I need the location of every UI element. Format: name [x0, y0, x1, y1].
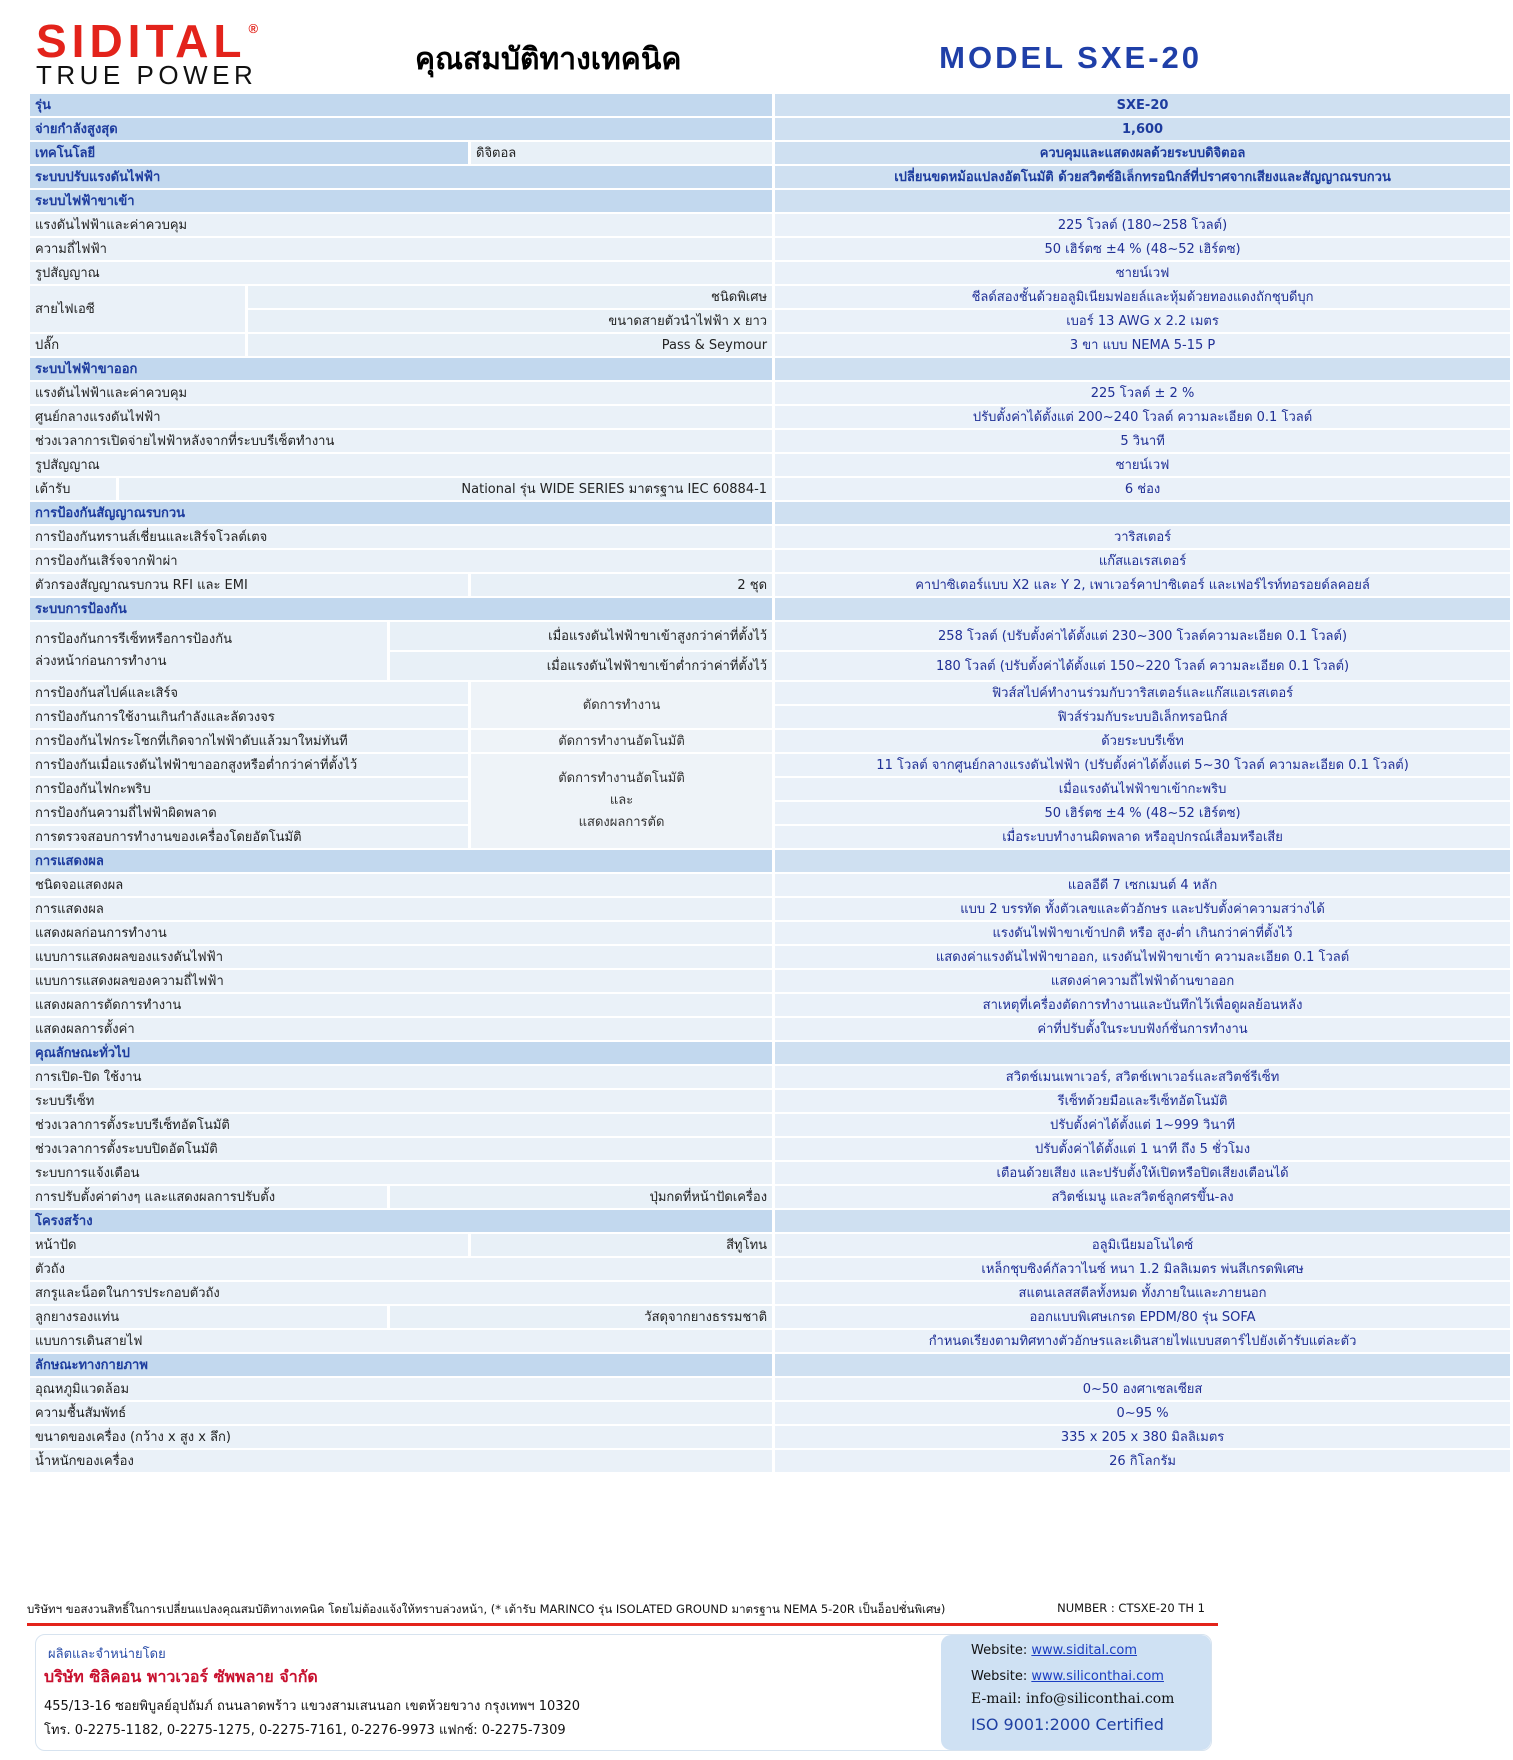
lightning-label: การป้องกันเสิร์จจากฟ้าผ่า: [30, 550, 772, 572]
section-input: [30, 190, 1510, 212]
spec-row-reset-system: [30, 1090, 1510, 1112]
footer: [35, 1634, 1212, 1751]
voltage-display-label: แบบการแสดงผลของแรงดันไฟฟ้า: [30, 946, 772, 968]
auto-cutoff-display-line1: ตัดการทำงานอัตโนมัติ: [558, 771, 685, 786]
document-title: คุณสมบัติทางเทคนิค: [415, 42, 682, 77]
spec-row-alarm: [30, 1162, 1510, 1184]
model-title: MODEL SXE-20: [939, 40, 1202, 75]
screw-label: สกรูและน็อตในการประกอบตัวถัง: [30, 1282, 772, 1304]
onoff-label: การเปิด-ปิด ใช้งาน: [30, 1066, 772, 1088]
spec-row-plug: [30, 334, 1510, 356]
output-delay-label: ช่วงเวลาการเปิดจ่ายไฟฟ้าหลังจากที่ระบบรีเซ็ตทำงาน: [30, 430, 772, 452]
plug-sub: Pass & Seymour: [248, 334, 772, 356]
onoff-value: สวิตช์เมนเพาเวอร์, สวิตช์เพาเวอร์และสวิตช์รีเซ็ท: [775, 1066, 1510, 1088]
reset-low-condition: เมื่อแรงดันไฟฟ้าขาเข้าต่ำกว่าค่าที่ตั้งไว้: [390, 652, 772, 680]
rfi-label: ตัวกรองสัญญาณรบกวน RFI และ EMI: [30, 574, 468, 596]
feet-sub: วัสดุจากยางธรรมชาติ: [390, 1306, 772, 1328]
distributor-label: ผลิตและจำหน่ายโดย: [48, 1647, 166, 1662]
humidity-label: ความชื้นสัมพัทธ์: [30, 1402, 772, 1424]
feet-value: ออกแบบพิเศษเกรด EPDM/80 รุ่น SOFA: [775, 1306, 1510, 1328]
auto-cutoff-display-line3: แสดงผลการตัด: [578, 815, 665, 830]
spec-row-size: [30, 1426, 1510, 1448]
email-line[interactable]: E-mail: info@siliconthai.com: [971, 1691, 1175, 1707]
body-label: ตัวถัง: [30, 1258, 772, 1280]
spec-row-input-voltage: [30, 214, 1510, 236]
input-section-title: ระบบไฟฟ้าขาเข้า: [30, 190, 772, 212]
document-number: NUMBER : CTSXE-20 TH 1: [1057, 1601, 1205, 1615]
adjust-sub: ปุ่มกดที่หน้าปัดเครื่อง: [390, 1186, 772, 1208]
company-phones: โทร. 0-2275-1182, 0-2275-1275, 0-2275-7161, 0-2276-9973 แฟกซ์: 0-2275-7309: [44, 1723, 566, 1738]
alarm-label: ระบบการแจ้งเตือน: [30, 1162, 772, 1184]
inrush-value: ด้วยระบบรีเซ็ท: [775, 730, 1510, 752]
transient-value: วาริสเตอร์: [775, 526, 1510, 548]
body-value: เหล็กชุบซิงค์กัลวาไนซ์ หนา 1.2 มิลลิเมตร พ่นสีเกรดพิเศษ: [775, 1258, 1510, 1280]
footnote-text: บริษัทฯ ขอสงวนสิทธิ์ในการเปลี่ยนแปลงคุณสมบัติทางเทคนิค โดยไม่ต้องแจ้งให้ทราบล่วงหน้า, (* เต้ารับ MARINCO รุ่น ISOLATED GROUND มาตรฐาน NEMA 5-20R เป็นอ็อปชั่นพิเศษ): [27, 1602, 946, 1616]
freq-fault-label: การป้องกันความถี่ไฟฟ้าผิดพลาด: [30, 802, 468, 824]
alarm-value: เตือนด้วยเสียง และปรับตั้งให้เปิดหรือปิดเสียงเตือนได้: [775, 1162, 1510, 1184]
spec-row-model: [30, 94, 1510, 116]
output-voltage-value: 225 โวลต์ ± 2 %: [775, 382, 1510, 404]
reset-system-label: ระบบรีเซ็ท: [30, 1090, 772, 1112]
brand-logo: [36, 15, 259, 90]
input-voltage-label: แรงดันไฟฟ้าและค่าควบคุม: [30, 214, 772, 236]
technology-label: เทคโนโลยี: [30, 142, 468, 164]
spec-row-humidity: [30, 1402, 1510, 1424]
size-label: ขนาดของเครื่อง (กว้าง x สูง x ลึก): [30, 1426, 772, 1448]
transient-label: การป้องกันทรานส์เชี่ยนและเสิร์จโวลต์เตจ: [30, 526, 772, 548]
regulation-value: เปลี่ยนขดหม้อแปลงอัตโนมัติ ด้วยสวิตซ์อิเล็กทรอนิกส์ที่ปราศจากเสียงและสัญญาณรบกวน: [775, 166, 1510, 188]
output-wave-value: ซายน์เวฟ: [775, 454, 1510, 476]
registered-mark: ®: [248, 21, 259, 36]
spec-row-temp: [30, 1378, 1510, 1400]
spec-row-reset-high: [30, 622, 1510, 650]
reset-high-condition: เมื่อแรงดันไฟฟ้าขาเข้าสูงกว่าค่าที่ตั้งไว้: [390, 622, 772, 650]
freq-display-value: แสดงค่าความถี่ไฟฟ้าด้านขาออก: [775, 970, 1510, 992]
out-range-value: 11 โวลต์ จากศูนย์กลางแรงดันไฟฟ้า (ปรับตั้งค่าได้ตั้งแต่ 5~30 โวลต์ ความละเอียด 0.1 โวลต์): [775, 754, 1510, 776]
ac-cable-label: สายไฟเอซี: [30, 286, 245, 332]
auto-off-time-label: ช่วงเวลาการตั้งระบบปิดอัตโนมัติ: [30, 1138, 772, 1160]
temp-value: 0~50 องศาเซลเซียส: [775, 1378, 1510, 1400]
display-type-label: ชนิดจอแสดงผล: [30, 874, 772, 896]
setting-display-value: ค่าที่ปรับตั้งในระบบฟังก์ชั่นการทำงาน: [775, 1018, 1510, 1040]
company-name: บริษัท ซิลิคอน พาวเวอร์ ซัพพลาย จำกัด: [44, 1667, 318, 1686]
spec-row-pre-display: [30, 922, 1510, 944]
spec-row-display-type: [30, 874, 1510, 896]
receptacle-value: 6 ช่อง: [775, 478, 1510, 500]
section-structure: [30, 1210, 1510, 1232]
ac-cable-type-label: ชนิดพิเศษ: [248, 286, 772, 308]
display-section-title: การแสดงผล: [30, 850, 772, 872]
spec-row-feet: [30, 1306, 1510, 1328]
weight-label: น้ำหนักของเครื่อง: [30, 1450, 772, 1472]
spec-row-spike: [30, 682, 1510, 704]
humidity-value: 0~95 %: [775, 1402, 1510, 1424]
cut-display-label: แสดงผลการตัดการทำงาน: [30, 994, 772, 1016]
brand-tagline: TRUE POWER: [36, 60, 258, 90]
spike-label: การป้องกันสไปค์และเสิร์จ: [30, 682, 468, 704]
reset-label-line1: การป้องกันการรีเซ็ทหรือการป้องกัน: [35, 632, 232, 647]
receptacle-sub: National รุ่น WIDE SERIES มาตรฐาน IEC 60884-1: [119, 478, 772, 500]
spec-row-receptacle: [30, 478, 1510, 500]
rfi-value: คาปาซิเตอร์แบบ X2 และ Y 2, เพาเวอร์คาปาซิเตอร์ และเฟอร์ไรท์ทอรอยด์ลคอยล์: [775, 574, 1510, 596]
input-freq-label: ความถี่ไฟฟ้า: [30, 238, 772, 260]
contact-box: [941, 1635, 1211, 1750]
cutoff-label: ตัดการทำงาน: [471, 682, 772, 728]
spec-row-panel: [30, 1234, 1510, 1256]
spec-row-ac-cable-size: [30, 310, 1510, 332]
power-value: 1,600: [775, 118, 1510, 140]
overload-value: ฟิวส์ร่วมกับระบบอิเล็กทรอนิกส์: [775, 706, 1510, 728]
spec-row-output-voltage: [30, 382, 1510, 404]
rfi-sub: 2 ชุด: [471, 574, 772, 596]
section-protection: [30, 598, 1510, 620]
technology-value: ควบคุมและแสดงผลด้วยระบบดิจิตอล: [775, 142, 1510, 164]
website-link-sidital[interactable]: www.sidital.com: [1031, 1643, 1138, 1658]
auto-off-time-value: ปรับตั้งค่าได้ตั้งแต่ 1 นาที ถึง 5 ชั่วโมง: [775, 1138, 1510, 1160]
section-physical: [30, 1354, 1510, 1376]
receptacle-label: เต้ารับ: [30, 478, 116, 500]
ac-cable-type-value: ชีลด์สองชั้นด้วยอลูมิเนียมฟอยล์และหุ้มด้วยทองแดงถักชุบดีบุก: [775, 286, 1510, 308]
ac-cable-size-label: ขนาดสายตัวนำไฟฟ้า x ยาว: [248, 310, 772, 332]
structure-section-title: โครงสร้าง: [30, 1210, 772, 1232]
spec-row-wiring: [30, 1330, 1510, 1352]
spec-row-ac-cable-type: [30, 286, 1510, 308]
spec-row-onoff: [30, 1066, 1510, 1088]
website-link-siliconthai[interactable]: www.siliconthai.com: [1031, 1669, 1164, 1684]
general-section-title: คุณลักษณะทั่วไป: [30, 1042, 772, 1064]
technology-sub: ดิจิตอล: [471, 142, 772, 164]
panel-label: หน้าปัด: [30, 1234, 468, 1256]
section-general: [30, 1042, 1510, 1064]
spec-row-display-mode: [30, 898, 1510, 920]
power-label: จ่ายกำลังสูงสุด: [30, 118, 772, 140]
spec-row-rfi: [30, 574, 1510, 596]
spec-row-output-center: [30, 406, 1510, 428]
reset-high-value: 258 โวลต์ (ปรับตั้งค่าได้ตั้งแต่ 230~300 โวลต์ความละเอียด 0.1 โวลต์): [775, 622, 1510, 650]
website-label-2: Website:: [971, 1669, 1032, 1684]
input-freq-value: 50 เฮิร์ตซ ±4 % (48~52 เฮิร์ตซ): [775, 238, 1510, 260]
spec-row-power: [30, 118, 1510, 140]
plug-value: 3 ขา แบบ NEMA 5-15 P: [775, 334, 1510, 356]
divider-line: [27, 1623, 1218, 1626]
input-voltage-value: 225 โวลต์ (180~258 โวลต์): [775, 214, 1510, 236]
reset-system-value: รีเซ็ทด้วยมือและรีเซ็ทอัตโนมัติ: [775, 1090, 1510, 1112]
spec-row-auto-off-time: [30, 1138, 1510, 1160]
spec-row-auto-reset-time: [30, 1114, 1510, 1136]
model-value: SXE-20: [775, 94, 1510, 116]
spec-row-screw: [30, 1282, 1510, 1304]
flicker-value: เมื่อแรงดันไฟฟ้าขาเข้ากะพริบ: [775, 778, 1510, 800]
physical-section-title: ลักษณะทางกายภาพ: [30, 1354, 772, 1376]
freq-display-label: แบบการแสดงผลของความถี่ไฟฟ้า: [30, 970, 772, 992]
footnote: [27, 1601, 1218, 1619]
section-output: [30, 358, 1510, 380]
freq-fault-value: 50 เฮิร์ตซ ±4 % (48~52 เฮิร์ตซ): [775, 802, 1510, 824]
screw-value: สแตนเลสสตีลทั้งหมด ทั้งภายในและภายนอก: [775, 1282, 1510, 1304]
flicker-label: การป้องกันไฟกะพริบ: [30, 778, 468, 800]
spec-row-output-delay: [30, 430, 1510, 452]
reset-label-line2: ล่วงหน้าก่อนการทำงาน: [35, 654, 167, 669]
feet-label: ลูกยางรองแท่น: [30, 1306, 387, 1328]
regulation-label: ระบบปรับแรงดันไฟฟ้า: [30, 166, 772, 188]
spec-row-body: [30, 1258, 1510, 1280]
protection-section-title: ระบบการป้องกัน: [30, 598, 772, 620]
website-line-2: [971, 1669, 1164, 1684]
reset-label: [30, 622, 387, 680]
website-label-1: Website:: [971, 1643, 1032, 1658]
out-range-label: การป้องกันเมื่อแรงดันไฟฟ้าขาออกสูงหรือต่ำกว่าค่าที่ตั้งไว้: [30, 754, 468, 776]
spike-value: ฟิวส์สไปค์ทำงานร่วมกับวาริสเตอร์และแก๊สแอเรสเตอร์: [775, 682, 1510, 704]
size-value: 335 x 205 x 380 มิลลิเมตร: [775, 1426, 1510, 1448]
auto-reset-time-value: ปรับตั้งค่าได้ตั้งแต่ 1~999 วินาที: [775, 1114, 1510, 1136]
brand-name: SIDITAL: [36, 15, 247, 67]
wiring-value: กำหนดเรียงตามทิศทางตัวอักษรและเดินสายไฟแบบสตาร์ไปยังเต้ารับแต่ละตัว: [775, 1330, 1510, 1352]
adjust-label: การปรับตั้งค่าต่างๆ และแสดงผลการปรับตั้ง: [30, 1186, 387, 1208]
ac-cable-size-value: เบอร์ 13 AWG x 2.2 เมตร: [775, 310, 1510, 332]
panel-sub: สีทูโทน: [471, 1234, 772, 1256]
spec-row-out-range: [30, 754, 1510, 776]
website-line-1: [971, 1643, 1137, 1658]
output-section-title: ระบบไฟฟ้าขาออก: [30, 358, 772, 380]
spec-row-input-freq: [30, 238, 1510, 260]
input-wave-value: ซายน์เวฟ: [775, 262, 1510, 284]
setting-display-label: แสดงผลการตั้งค่า: [30, 1018, 772, 1040]
model-label: รุ่น: [30, 94, 772, 116]
panel-value: อลูมิเนียมอโนไดซ์: [775, 1234, 1510, 1256]
self-check-value: เมื่อระบบทำงานผิดพลาด หรืออุปกรณ์เสื่อมหรือเสีย: [775, 826, 1510, 848]
iso-certification: ISO 9001:2000 Certified: [971, 1715, 1164, 1734]
display-mode-label: การแสดงผล: [30, 898, 772, 920]
output-voltage-label: แรงดันไฟฟ้าและค่าควบคุม: [30, 382, 772, 404]
wiring-label: แบบการเดินสายไฟ: [30, 1330, 772, 1352]
output-wave-label: รูปสัญญาณ: [30, 454, 772, 476]
page-header: [0, 0, 1237, 95]
spec-row-weight: [30, 1450, 1510, 1472]
spec-row-voltage-display: [30, 946, 1510, 968]
spec-row-regulation: [30, 166, 1510, 188]
spec-row-cut-display: [30, 994, 1510, 1016]
reset-low-value: 180 โวลต์ (ปรับตั้งค่าได้ตั้งแต่ 150~220 โวลต์ ความละเอียด 0.1 โวลต์): [775, 652, 1510, 680]
display-mode-value: แบบ 2 บรรทัด ทั้งตัวเลขและตัวอักษร และปรับตั้งค่าความสว่างได้: [775, 898, 1510, 920]
spec-row-adjust: [30, 1186, 1510, 1208]
output-center-value: ปรับตั้งค่าได้ตั้งแต่ 200~240 โวลต์ ความละเอียด 0.1 โวลต์: [775, 406, 1510, 428]
pre-display-label: แสดงผลก่อนการทำงาน: [30, 922, 772, 944]
section-display: [30, 850, 1510, 872]
spec-row-transient: [30, 526, 1510, 548]
spec-row-lightning: [30, 550, 1510, 572]
plug-label: ปลั๊ก: [30, 334, 245, 356]
spec-row-freq-display: [30, 970, 1510, 992]
spec-row-technology: [30, 142, 1510, 164]
display-type-value: แอลอีดี 7 เซกเมนต์ 4 หลัก: [775, 874, 1510, 896]
temp-label: อุณหภูมิแวดล้อม: [30, 1378, 772, 1400]
auto-cutoff-label: ตัดการทำงานอัตโนมัติ: [471, 730, 772, 752]
spec-table: [27, 92, 1513, 1474]
output-center-label: ศูนย์กลางแรงดันไฟฟ้า: [30, 406, 772, 428]
self-check-label: การตรวจสอบการทำงานของเครื่องโดยอัตโนมัติ: [30, 826, 468, 848]
input-wave-label: รูปสัญญาณ: [30, 262, 772, 284]
weight-value: 26 กิโลกรัม: [775, 1450, 1510, 1472]
auto-cutoff-display-label: [471, 754, 772, 848]
output-delay-value: 5 วินาที: [775, 430, 1510, 452]
spec-row-inrush: [30, 730, 1510, 752]
cut-display-value: สาเหตุที่เครื่องตัดการทำงานและบันทึกไว้เพื่อดูผลย้อนหลัง: [775, 994, 1510, 1016]
inrush-label: การป้องกันไฟกระโชกที่เกิดจากไฟฟ้าดับแล้วมาใหม่ทันที: [30, 730, 468, 752]
auto-reset-time-label: ช่วงเวลาการตั้งระบบรีเซ็ทอัตโนมัติ: [30, 1114, 772, 1136]
spec-row-input-wave: [30, 262, 1510, 284]
auto-cutoff-display-line2: และ: [609, 793, 634, 808]
company-address: 455/13-16 ซอยพิบูลย์อุปถัมภ์ ถนนลาดพร้าว แขวงสามเสนนอก เขตห้วยขวาง กรุงเทพฯ 10320: [44, 1699, 581, 1714]
noise-section-title: การป้องกันสัญญาณรบกวน: [30, 502, 772, 524]
spec-row-setting-display: [30, 1018, 1510, 1040]
pre-display-value: แรงดันไฟฟ้าขาเข้าปกติ หรือ สูง-ต่ำ เกินกว่าค่าที่ตั้งไว้: [775, 922, 1510, 944]
spec-row-output-wave: [30, 454, 1510, 476]
overload-label: การป้องกันการใช้งานเกินกำลังและลัดวงจร: [30, 706, 468, 728]
section-noise: [30, 502, 1510, 524]
lightning-value: แก๊สแอเรสเตอร์: [775, 550, 1510, 572]
adjust-value: สวิตช์เมนู และสวิตช์ลูกศรขึ้น-ลง: [775, 1186, 1510, 1208]
voltage-display-value: แสดงค่าแรงดันไฟฟ้าขาออก, แรงดันไฟฟ้าขาเข้า ความละเอียด 0.1 โวลต์: [775, 946, 1510, 968]
